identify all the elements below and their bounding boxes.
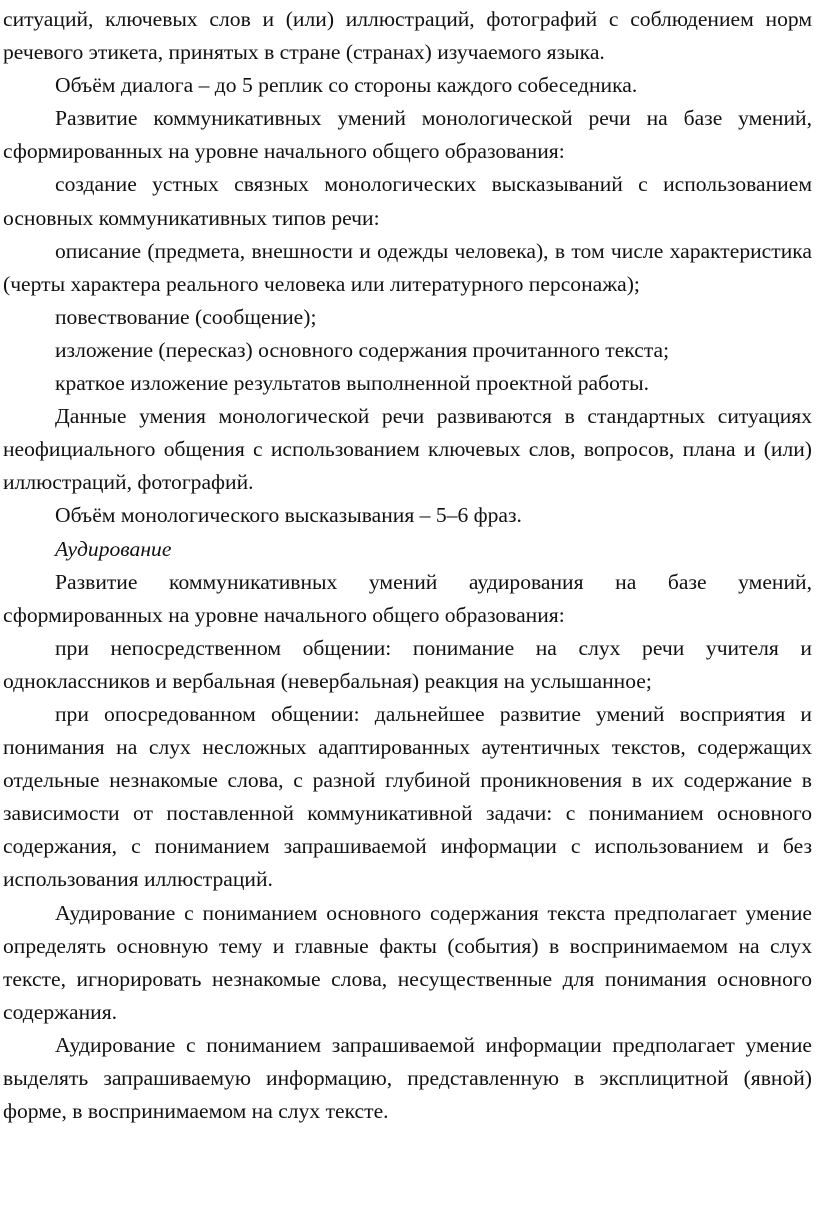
paragraph-description: описание (предмета, внешности и одежды человека), в том числе характеристика (черты характера реального человека или литературного персонажа); [3,238,812,296]
paragraph-listening-development: Развитие коммуникативных умений аудирования на базе умений, сформированных на уровне начального общего образования: [3,569,812,627]
paragraph-listening-main-content: Аудирование с пониманием основного содержания текста предполагает умение определять основную тему и главные факты (события) в воспринимаемом на слух тексте, игнорировать незнакомые слова, несущественные для понимания основного содержания. [3,900,812,1024]
paragraph-retelling: изложение (пересказ) основного содержания прочитанного текста; [55,337,670,362]
paragraph-monologue-volume: Объём монологического высказывания – 5–6 фраз. [55,503,522,528]
paragraph-continuation: ситуаций, ключевых слов и (или) иллюстраций, фотографий с соблюдением норм речевого этикета, принятых в стране (странах) изучаемого языка. [3,7,812,65]
paragraph-listening-requested-info: Аудирование с пониманием запрашиваемой информации предполагает умение выделять запрашиваемую информацию, представленную в эксплицитной (явной) форме, в воспринимаемом на слух тексте. [3,1032,812,1124]
paragraph-mediated-communication: при опосредованном общении: дальнейшее развитие умений восприятия и понимания на слух несложных адаптированных аутентичных текстов, содержащих отдельные незнакомые слова, с разной глубиной проникновения в их содержание в зависимости от поставленной коммуникативной задачи: с пониманием основного содержания, с пониманием запрашиваемой информации с использованием и без использования иллюстраций. [3,701,812,892]
paragraph-monologue-creation: создание устных связных монологических высказываний с использованием основных коммуникативных типов речи: [3,172,812,230]
paragraph-dialogue-volume: Объём диалога – до 5 реплик со стороны каждого собеседника. [55,73,638,98]
paragraph-monologue-situations: Данные умения монологической речи развиваются в стандартных ситуациях неофициального общения с использованием ключевых слов, вопросов, плана и (или) иллюстраций, фотографий. [3,404,812,495]
section-heading-listening: Аудирование [55,536,172,561]
paragraph-narration: повествование (сообщение); [55,304,317,329]
paragraph-monologue-development: Развитие коммуникативных умений монологической речи на базе умений, сформированных на уровне начального общего образования: [3,106,812,164]
paragraph-direct-communication: при непосредственном общении: понимание на слух речи учителя и одноклассников и вербальная (невербальная) реакция на услышанное; [3,635,812,693]
paragraph-project-summary: краткое изложение результатов выполненной проектной работы. [55,371,649,396]
